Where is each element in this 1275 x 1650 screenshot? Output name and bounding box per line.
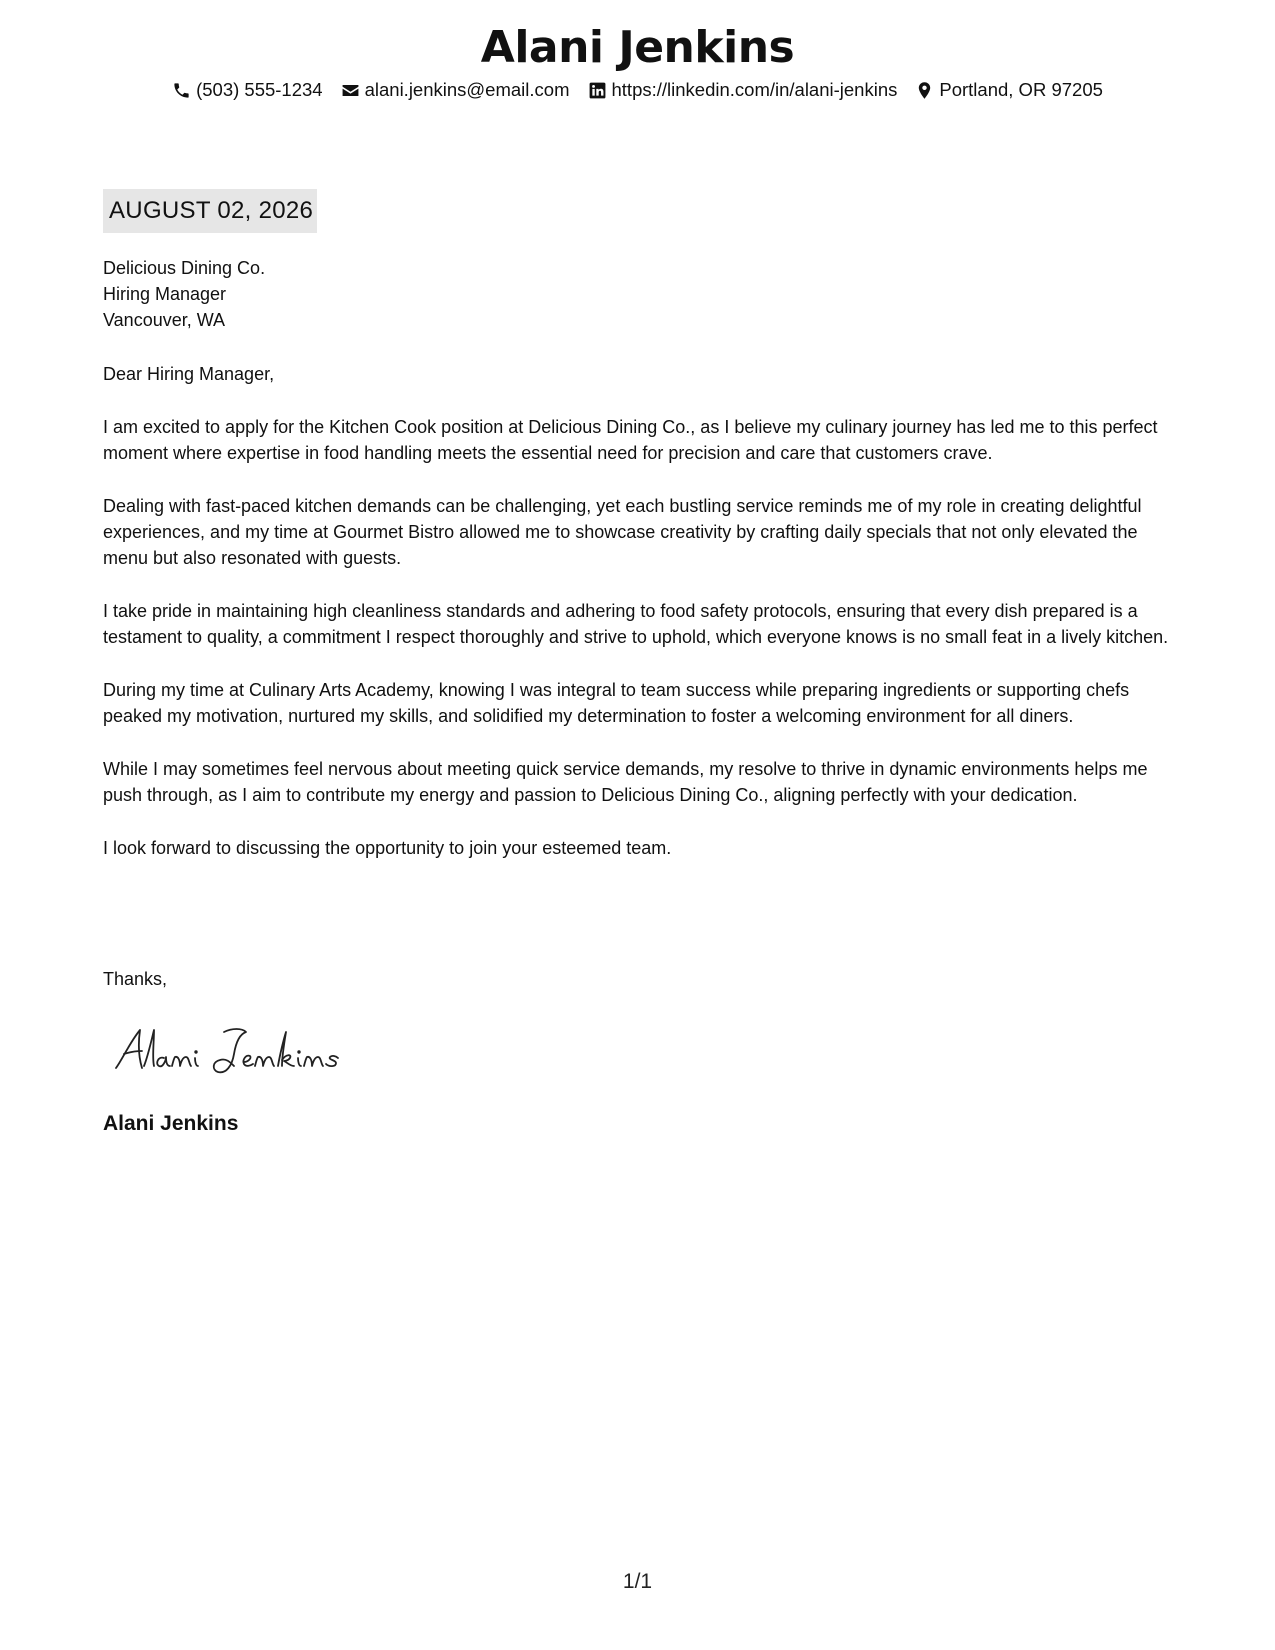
phone-icon bbox=[172, 81, 191, 100]
recipient-company: Delicious Dining Co. bbox=[103, 258, 266, 278]
contact-email bbox=[341, 79, 570, 101]
contact-info-bar bbox=[0, 79, 1275, 101]
contact-linkedin bbox=[588, 79, 898, 101]
body-paragraph: I look forward to discussing the opportunity to join your esteemed team. bbox=[103, 838, 672, 858]
recipient-block bbox=[103, 255, 265, 333]
closing-line: Thanks, bbox=[103, 969, 168, 989]
envelope-icon bbox=[341, 81, 360, 100]
handwritten-signature bbox=[112, 1020, 352, 1080]
linkedin-icon bbox=[588, 81, 607, 100]
body-paragraph: During my time at Culinary Arts Academy, knowing I was integral to team success while preparing ingredients or supporting chefs peaked my motivation, nurtured my skills, and solidified my determination to foster a welcoming environment for all diners. bbox=[103, 680, 1130, 726]
body-paragraph: While I may sometimes feel nervous about meeting quick service demands, my resolve to thrive in dynamic environments helps me push through, as I aim to contribute my energy and passion to Delicious Dining Co., aligning perfectly with your dedication. bbox=[103, 759, 1148, 805]
contact-phone bbox=[172, 79, 323, 101]
linkedin-url[interactable]: https://linkedin.com/in/alani-jenkins bbox=[611, 79, 898, 100]
signer-name: Alani Jenkins bbox=[103, 1112, 239, 1135]
contact-location bbox=[915, 79, 1103, 101]
map-pin-icon bbox=[915, 81, 934, 100]
email-address[interactable]: alani.jenkins@email.com bbox=[364, 79, 570, 100]
body-paragraph: I take pride in maintaining high cleanliness standards and adhering to food safety protocols, ensuring that every dish prepared is a testament to quality, a commitment I respect thoroughly and strive to uphold, which everyone knows is no small feat in a lively kitchen. bbox=[103, 601, 1169, 647]
body-paragraph: I am excited to apply for the Kitchen Cook position at Delicious Dining Co., as I believe my culinary journey has led me to this perfect moment where expertise in food handling meets the essential need for precision and care that customers crave. bbox=[103, 417, 1158, 463]
body-paragraph: Dealing with fast-paced kitchen demands can be challenging, yet each bustling service reminds me of my role in creating delightful experiences, and my time at Gourmet Bistro allowed me to showcase creativity by crafting daily specials that not only elevated the menu but also resonated with guests. bbox=[103, 496, 1142, 568]
salutation: Dear Hiring Manager, bbox=[103, 364, 275, 384]
phone-number: (503) 555-1234 bbox=[196, 79, 323, 100]
letter-body bbox=[103, 361, 1178, 888]
recipient-title: Hiring Manager bbox=[103, 284, 227, 304]
page-number: 1/1 bbox=[622, 1570, 653, 1593]
letter-date: AUGUST 02, 2026 bbox=[103, 189, 317, 233]
location-text: Portland, OR 97205 bbox=[939, 79, 1103, 100]
recipient-location: Vancouver, WA bbox=[103, 310, 226, 330]
applicant-name-heading: Alani Jenkins bbox=[480, 22, 795, 73]
